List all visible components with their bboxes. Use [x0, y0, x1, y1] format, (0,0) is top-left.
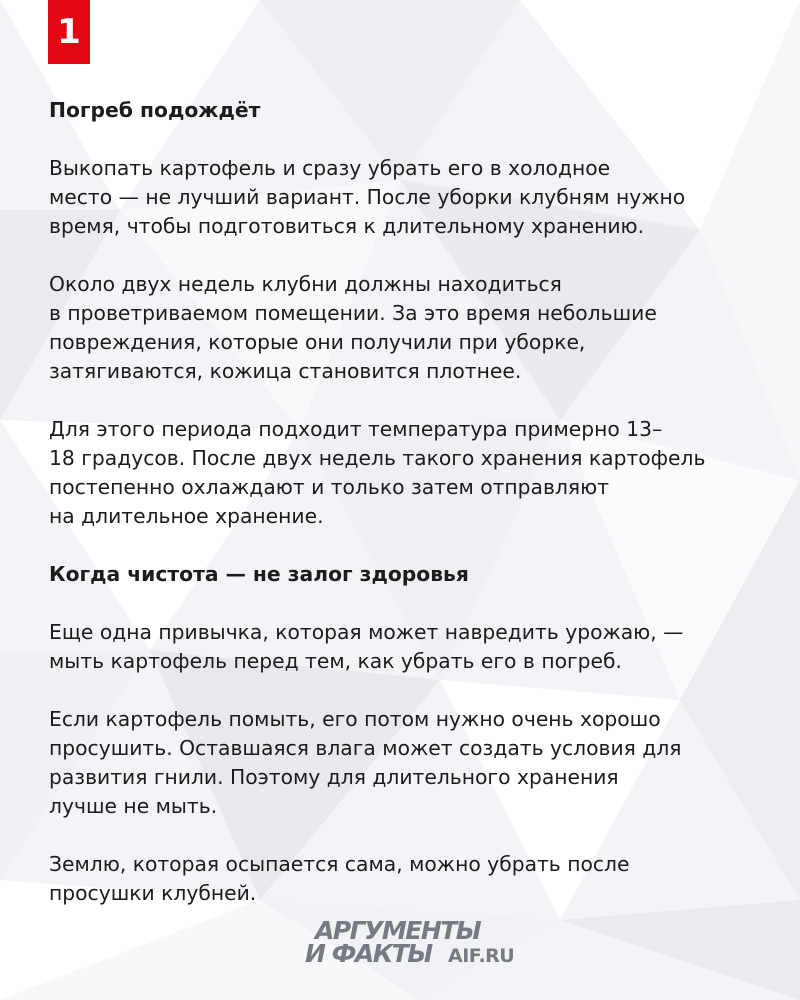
- text-line: Около двух недель клубни должны находиться: [49, 272, 562, 296]
- page-number: 1: [57, 12, 81, 52]
- text-line: Еще одна привычка, которая может навредить урожаю, —: [49, 620, 684, 644]
- logo-line-arguments: АРГУМЕНТЫ: [315, 916, 481, 945]
- logo-site: AIF.RU: [448, 945, 515, 967]
- text-line: Для этого периода подходит температура примерно 13–: [49, 417, 663, 441]
- paragraph: [49, 618, 769, 676]
- text-line: место — не лучший вариант. После уборки клубням нужно: [49, 185, 686, 209]
- text-line: просушки клубней.: [49, 881, 257, 905]
- text-line: постепенно охлаждают и только затем отправляют: [49, 475, 609, 499]
- text-line: просушить. Оставшаяся влага может создать условия для: [49, 736, 682, 760]
- text-line: Землю, которая осыпается сама, можно убрать после: [49, 852, 630, 876]
- text-line: время, чтобы подготовиться к длительному хранению.: [49, 214, 645, 238]
- text-line: 18 градусов. После двух недель такого хранения картофель: [49, 446, 706, 470]
- text-line: на длительное хранение.: [49, 504, 324, 528]
- paragraph: [49, 154, 769, 241]
- text-line: мыть картофель перед тем, как убрать его в погреб.: [49, 649, 622, 673]
- page-number-badge: [48, 0, 90, 64]
- section-heading: Когда чистота — не залог здоровья: [49, 562, 469, 586]
- section-heading: Погреб подождёт: [49, 98, 261, 122]
- text-line: развития гнили. Поэтому для длительного хранения: [49, 765, 619, 789]
- text-line: затягиваются, кожица становится плотнее.: [49, 359, 522, 383]
- paragraph: [49, 270, 769, 386]
- paragraph: [49, 705, 769, 821]
- aif-logo: [305, 918, 525, 968]
- article-body: [49, 96, 769, 937]
- text-line: Если картофель помыть, его потом нужно очень хорошо: [49, 707, 661, 731]
- paragraph: [49, 850, 769, 908]
- text-line: лучше не мыть.: [49, 794, 218, 818]
- text-line: в проветриваемом помещении. За это время небольшие: [49, 301, 657, 325]
- logo-line-facts: И ФАКТЫ: [305, 939, 432, 968]
- text-line: Выкопать картофель и сразу убрать его в холодное: [49, 156, 611, 180]
- text-line: повреждения, которые они получили при уборке,: [49, 330, 586, 354]
- paragraph: [49, 415, 769, 531]
